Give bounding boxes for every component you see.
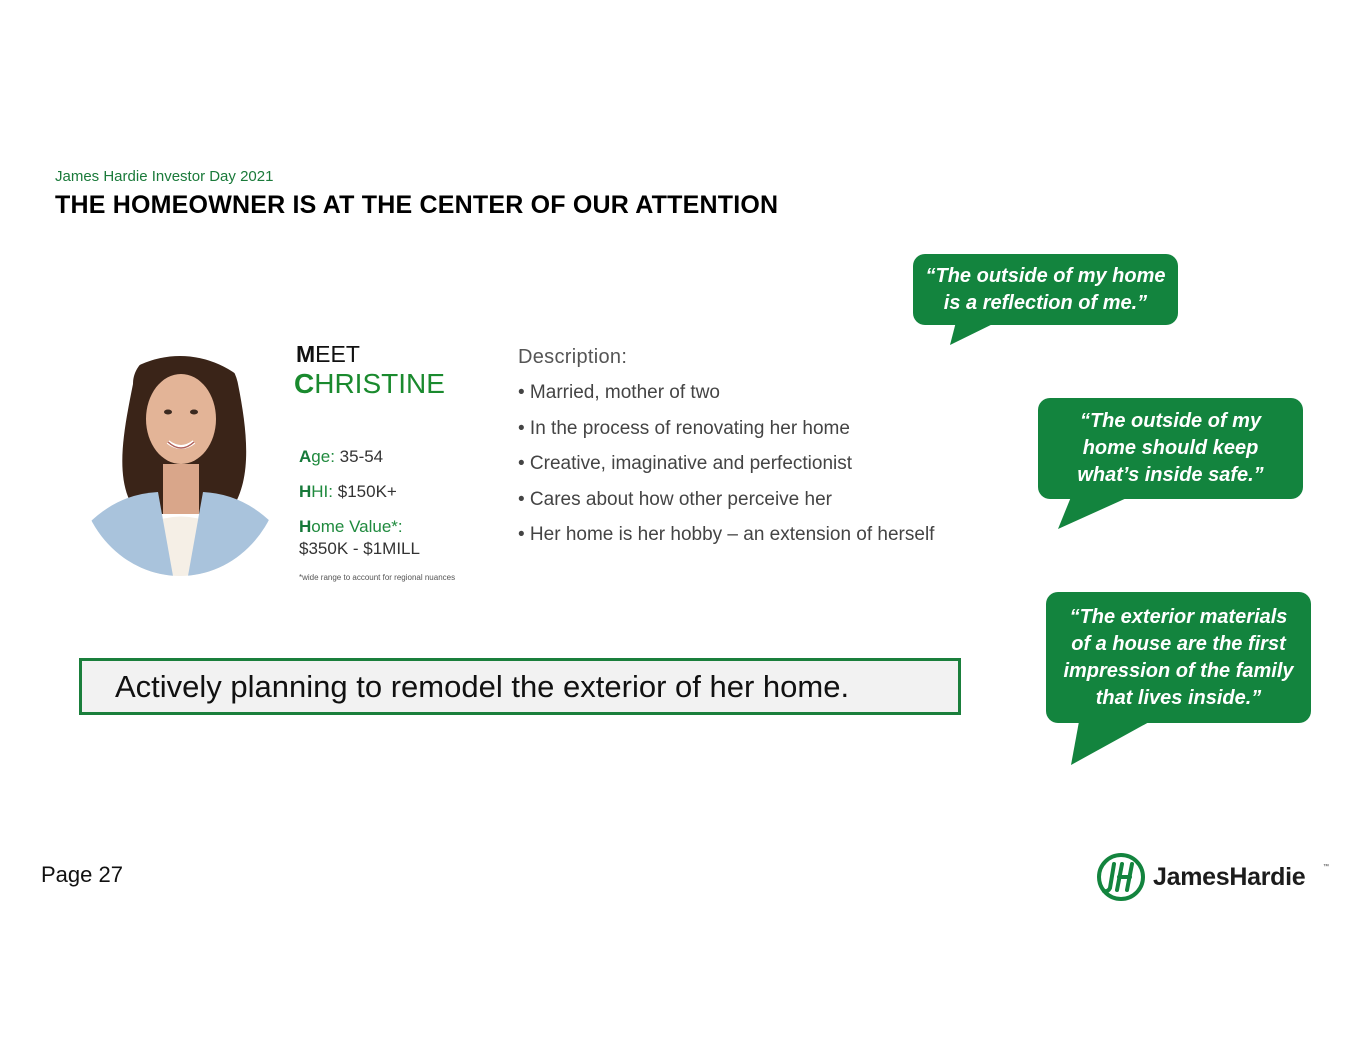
list-item: • In the process of renovating her home [518,417,850,439]
portrait-image [78,324,283,576]
quote-bubble: “The exterior materials of a house are the first impression of the family that lives inside.” [1046,592,1311,723]
page-number: Page 27 [41,862,123,887]
description-heading: Description: [518,346,628,368]
home-value-value: $350K - $1MILL [299,539,420,558]
home-value-stat: Home Value*: $350K - $1MILL [299,517,420,558]
bubble-tail [1068,716,1168,766]
quote-bubble: “The outside of my home is a reflection of me.” [913,254,1178,325]
hhi-stat: HHI: $150K+ [299,482,397,501]
persona-name: CHRISTINE [294,368,445,399]
quote-bubble: “The outside of my home should keep what’s inside safe.” [1038,398,1303,499]
age-stat: Age: 35-54 [299,447,384,466]
description-list [518,380,934,558]
meet-label: MEET [296,341,360,367]
james-hardie-logo-icon [1096,852,1146,902]
list-item: • Her home is her hobby – an extension of herself [518,524,935,546]
age-value: 35-54 [339,447,384,466]
list-item: • Cares about how other perceive her [518,488,832,510]
list-item: • Creative, imaginative and perfectionist [518,453,853,475]
event-label: James Hardie Investor Day 2021 [55,168,274,185]
hhi-value: $150K+ [337,482,397,501]
list-item: • Married, mother of two [518,382,720,403]
james-hardie-logo: JamesHardie [1153,863,1306,891]
page-title: THE HOMEOWNER IS AT THE CENTER OF OUR ATTENTION [55,191,779,219]
key-insight-banner: Actively planning to remodel the exterior of her home. [79,658,961,715]
footnote: *wide range to account for regional nuances [299,573,456,582]
trademark-mark: ™ [1323,864,1329,870]
